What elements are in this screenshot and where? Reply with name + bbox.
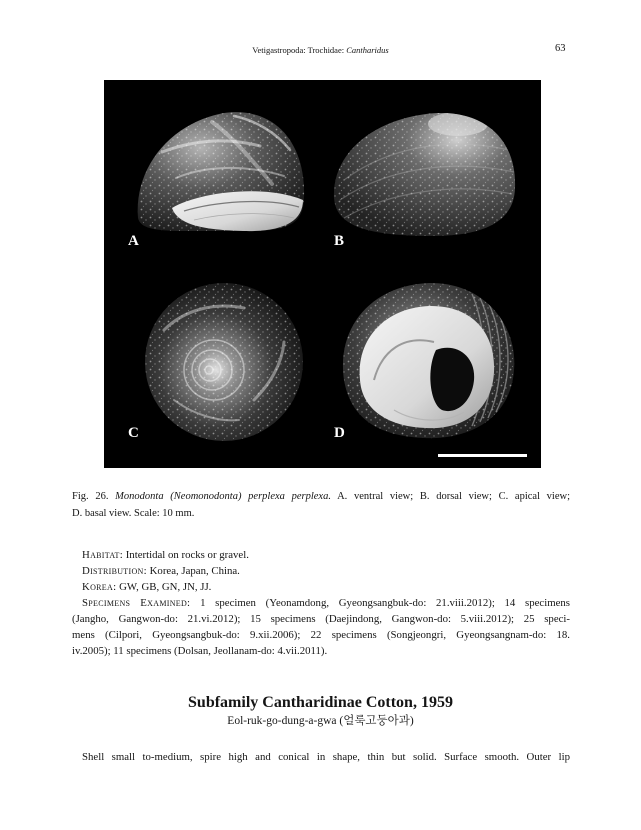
habitat-record [82, 547, 570, 563]
panel-label-a: A [128, 233, 139, 249]
shell-photo-c [144, 282, 304, 442]
specimens-line-4: iv.2005); 11 specimens (Dolsan, Jeollanam-do: 4.vii.2011). [72, 645, 328, 657]
panel-label-b: B [334, 233, 345, 249]
figure-caption-line-1 [72, 489, 570, 505]
figure-number: Fig. 26. [72, 491, 109, 502]
shell-photo-d [339, 280, 519, 442]
page-number: 63 [555, 43, 566, 54]
distribution-label: Distribution: [82, 565, 147, 577]
caption-subgenus: (Neomonodonta) [170, 491, 242, 502]
habitat-text: Intertidal on rocks or gravel. [125, 549, 249, 561]
caption-species: perplexa perplexa. [248, 491, 331, 502]
korea-label: Korea: [82, 581, 117, 593]
panel-label-c: C [128, 425, 139, 441]
specimens-line-1 [82, 595, 570, 611]
figure-26 [104, 80, 541, 468]
specimens-line-2: (Jangho, Gangwon-do: 21.vi.2012); 15 specimens (Daejindong, Gangwon-do: 5.viii.2012); 25 speci- [72, 613, 570, 625]
shell-photo-a [134, 108, 309, 233]
panel-label-d: D [334, 425, 345, 441]
description-line-1: Shell small to-medium, spire high and conical in shape, thin but solid. Surface smooth. Outer lip [82, 751, 570, 763]
korean-name: Eol-ruk-go-dung-a-gwa (얼룩고둥아과) [227, 715, 414, 727]
habitat-label: Habitat: [82, 549, 123, 561]
figure-caption-line-2: D. basal view. Scale: 10 mm. [72, 508, 195, 519]
running-title: Vetigastropoda: Trochidae: [252, 45, 345, 55]
specimens-text-1: 1 specimen (Yeonamdong, Gyeongsangbuk-do: 21.viii.2012); 14 specimens [200, 597, 571, 609]
distribution-record [82, 563, 570, 579]
korea-text: GW, GB, GN, JN, JJ. [119, 581, 212, 593]
running-title-genus: Cantharidus [346, 45, 389, 55]
specimens-line-3: mens (Cilpori, Gyeongsangbuk-do: 9.xii.2006); 22 specimens (Songjeongri, Gyeongsangnam-do: 18. [72, 629, 570, 641]
caption-genus: Monodonta [115, 491, 164, 502]
korea-record [82, 579, 570, 595]
specimens-label: Specimens Examined: [82, 597, 191, 609]
caption-views: A. ventral view; B. dorsal view; C. apical view; [337, 491, 571, 502]
shell-photo-b [329, 108, 519, 240]
scale-bar [438, 454, 527, 457]
shell-plate [104, 80, 541, 468]
running-head [0, 44, 641, 56]
subfamily-heading: Subfamily Cantharidinae Cotton, 1959 [188, 694, 453, 711]
distribution-text: Korea, Japan, China. [149, 565, 240, 577]
